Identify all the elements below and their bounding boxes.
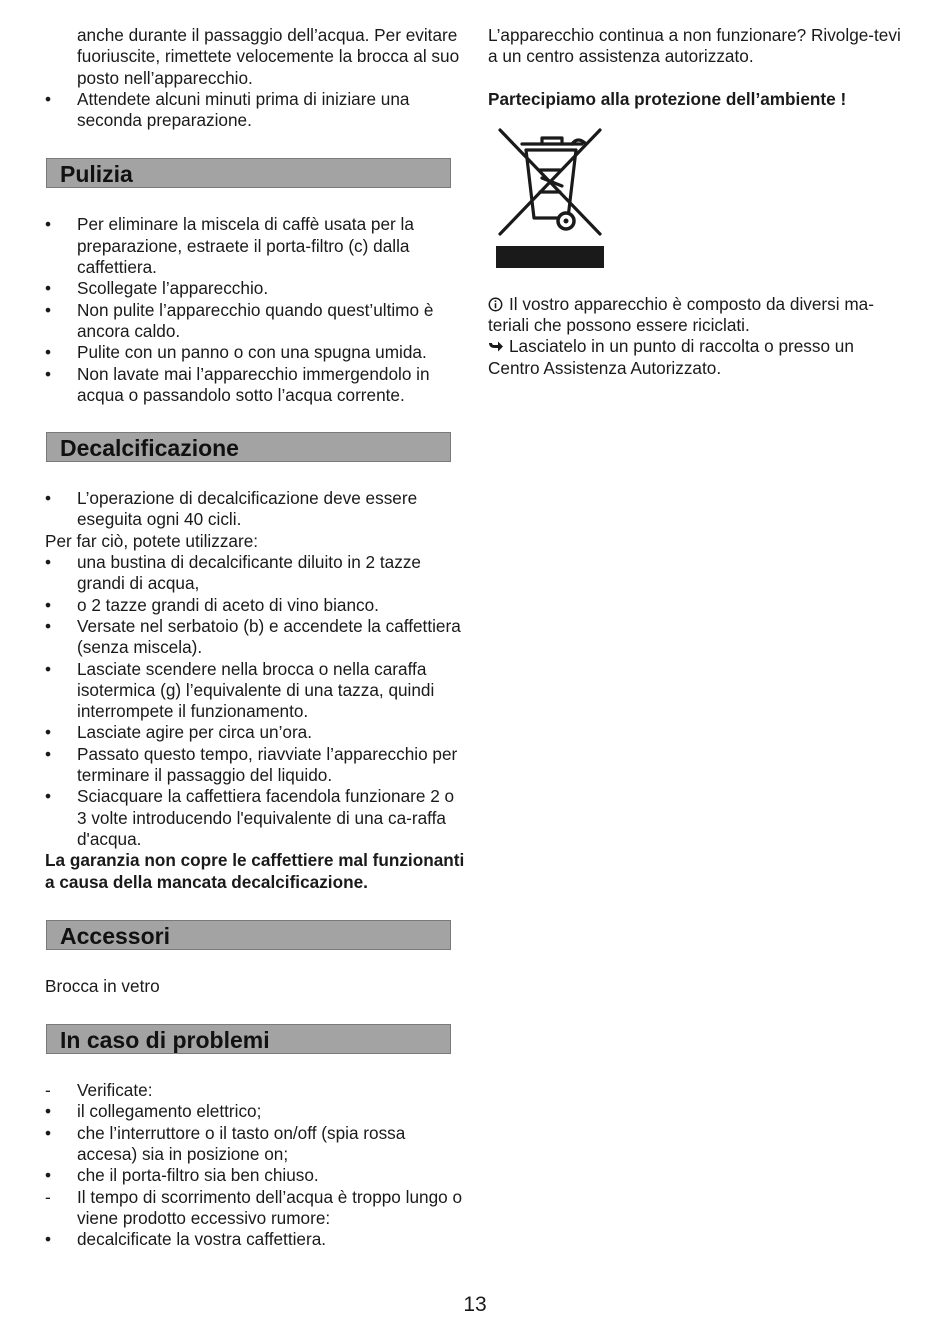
list-item: • Sciacquare la caffettiera facendola funzionare 2 o 3 volte introducendo l'equivalente di una ca-raffa d'acqua. [45, 786, 455, 849]
section-heading-problemi: In caso di problemi [46, 1024, 451, 1054]
list-item: • che l’interruttore o il tasto on/off (spia rossa accesa) sia in posizione on; [45, 1122, 406, 1164]
list-item: • Pulite con un panno o con una spugna umida. [45, 342, 427, 363]
intro-continuation-text: anche durante il passaggio dell’acqua. Per evitare fuoriuscite, rimettete velocemente la brocca al suo posto nell’apparecchio. [77, 25, 460, 88]
arrow-right-icon [488, 339, 504, 353]
list-item: - Il tempo di scorrimento dell’acqua è troppo lungo o viene prodotto eccessivo rumore: [45, 1186, 463, 1228]
page-number: 13 [463, 1293, 487, 1316]
problemi-list [45, 1080, 465, 1250]
list-item: • Attendete alcuni minuti prima di iniziare una seconda preparazione. [45, 88, 410, 131]
list-item: • decalcificate la vostra caffettiera. [45, 1229, 327, 1250]
decalcificazione-content [45, 488, 465, 893]
list-item: • Non lavate mai l’apparecchio immergendolo in acqua o passandolo sotto l’acqua corrente. [45, 363, 430, 405]
right-column [488, 25, 908, 379]
section-heading-pulizia: Pulizia [46, 158, 451, 188]
intro-continuation [45, 25, 465, 89]
environment-heading: Partecipiamo alla protezione dell’ambiente ! [488, 88, 847, 109]
recycle-info: Il vostro apparecchio è composto da diversi ma-teriali che possono essere riciclati. [488, 293, 874, 336]
accessori-text: Brocca in vetro [45, 975, 160, 996]
list-item: • Versate nel serbatoio (b) e accendete la caffettiera (senza miscela). [45, 615, 461, 658]
list-item: • il collegamento elettrico; [45, 1101, 262, 1122]
section-heading-decalcificazione: Decalcificazione [46, 432, 451, 462]
list-item: • Scollegate l’apparecchio. [45, 278, 269, 299]
list-item: • una bustina di decalcificante diluito in 2 tazze grandi di acqua, [45, 552, 421, 594]
list-item: • Lasciate scendere nella brocca o nella caraffa isotermica (g) l’equivalente di una tazza, quindi interrompete il funzionamento. [45, 658, 435, 722]
list-item: • o 2 tazze grandi di aceto di vino bianco. [45, 594, 379, 615]
section-heading-accessori: Accessori [46, 920, 451, 950]
pulizia-list [45, 214, 465, 406]
list-item: • Passato questo tempo, riavviate l’apparecchio per terminare il passaggio del liquido. [45, 743, 458, 786]
list-item: • Non pulite l’apparecchio quando quest’ultimo è ancora caldo. [45, 299, 434, 341]
list-item: - Verificate: [45, 1080, 153, 1101]
decalc-intro-text: Per far ciò, potete utilizzare: [45, 530, 259, 551]
support-text: L’apparecchio continua a non funzionare? Rivolge-tevi a un centro assistenza autorizzato. [488, 25, 901, 67]
list-item: • Per eliminare la miscela di caffè usata per la preparazione, estraete il porta-filtro (c) dalla caffettiera. [45, 214, 414, 278]
list-item: • Lasciate agire per circa un’ora. [45, 722, 313, 743]
info-icon [488, 297, 503, 312]
warranty-warning: La garanzia non copre le caffettiere mal funzionanti a causa della mancata decalcificazione. [45, 850, 465, 892]
list-item: • L’operazione di decalcificazione deve essere eseguita ogni 40 cicli. [45, 488, 418, 530]
weee-crossed-bin-icon [496, 126, 606, 268]
left-column [45, 25, 465, 1250]
collection-info: Lasciatelo in un punto di raccolta o presso un Centro Assistenza Autorizzato. [488, 336, 854, 378]
list-item: • che il porta-filtro sia ben chiuso. [45, 1165, 319, 1186]
